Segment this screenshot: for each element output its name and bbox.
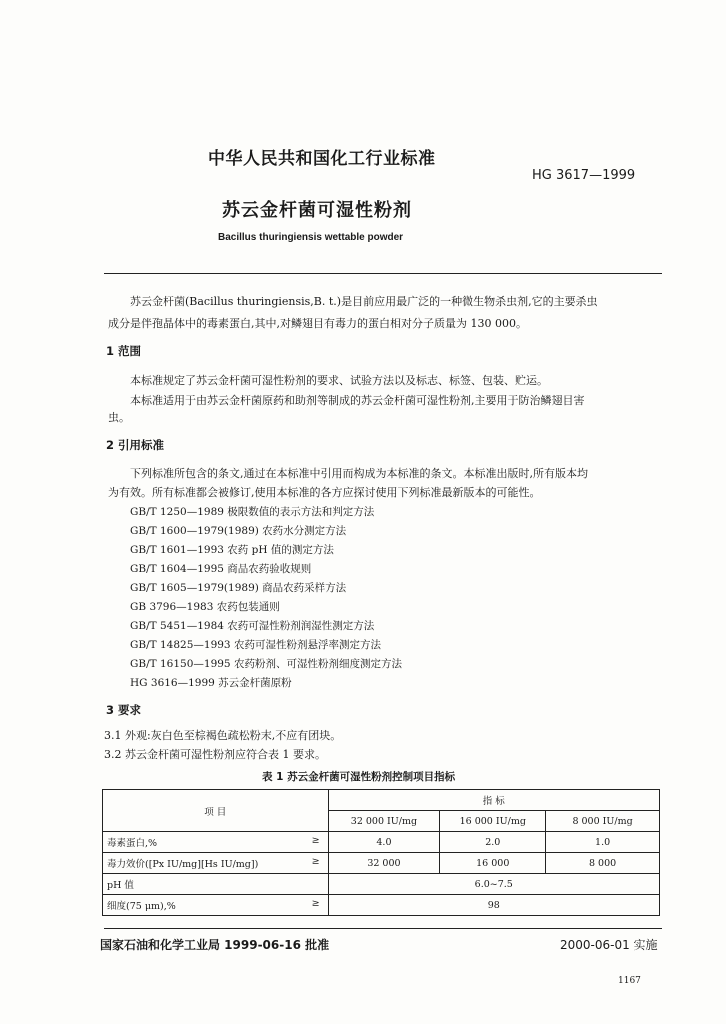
row-label-cell <box>103 832 329 853</box>
row-label: 毒素蛋白,% <box>107 838 158 849</box>
table-cell: 16 000 <box>440 853 546 874</box>
header-rule <box>104 273 662 274</box>
intro-line-2: 成分是伴孢晶体中的毒素蛋白,其中,对鳞翅目有毒力的蛋白相对分子质量为 130 000。 <box>108 317 527 330</box>
standard-code: HG 3617—1999 <box>532 168 636 183</box>
row-label: 毒力效价([Px IU/mg][Hs IU/mg]) <box>107 859 259 870</box>
reference-item: GB/T 1250—1989 极限数值的表示方法和判定方法 <box>130 506 375 518</box>
section-1-paragraph-1: 本标准规定了苏云金杆菌可湿性粉剂的要求、试验方法以及标志、标签、包装、贮运。 <box>130 374 548 387</box>
row-label-cell <box>103 895 329 916</box>
intro-line-1: 苏云金杆菌(Bacillus thuringiensis,B. t.)是目前应用最广泛的一种微生物杀虫剂,它的主要杀虫 <box>130 295 598 308</box>
table-cell: 32 000 <box>328 853 440 874</box>
section-1-paragraph-2-line-2: 虫。 <box>108 411 130 424</box>
reference-item: GB 3796—1983 农药包装通则 <box>130 601 280 613</box>
table-row <box>103 895 660 916</box>
reference-item: GB/T 1601—1993 农药 pH 值的测定方法 <box>130 544 334 556</box>
grade-header: 8 000 IU/mg <box>546 811 660 832</box>
standard-title: 中华人民共和国化工行业标准 <box>208 149 436 169</box>
table-cell: 4.0 <box>328 832 440 853</box>
table-caption: 表 1 苏云金杆菌可湿性粉剂控制项目指标 <box>262 771 456 783</box>
ph-label: pH 值 <box>103 874 329 895</box>
item-column-header: 项 目 <box>103 790 329 832</box>
section-1-paragraph-2-line-1: 本标准适用于由苏云金杆菌原药和助剂等制成的苏云金杆菌可湿性粉剂,主要用于防治鳞翅目害 <box>130 394 585 407</box>
implementation-date: 2000-06-01 实施 <box>560 938 658 952</box>
section-3-heading: 3 要求 <box>106 703 142 717</box>
spec-table <box>102 789 660 916</box>
table-row <box>103 874 660 895</box>
comparison-operator: ≥ <box>311 856 320 867</box>
grade-header: 16 000 IU/mg <box>440 811 546 832</box>
index-column-header: 指 标 <box>328 790 659 811</box>
fineness-label: 细度(75 μm),% <box>107 901 176 912</box>
table-cell: 1.0 <box>546 832 660 853</box>
table-row <box>103 832 660 853</box>
table-row <box>103 853 660 874</box>
table-header-row <box>103 790 660 811</box>
reference-item: GB/T 16150—1995 农药粉剂、可湿性粉剂细度测定方法 <box>130 658 402 670</box>
approval-note: 国家石油和化学工业局 1999-06-16 批准 <box>100 938 330 952</box>
row-label-cell <box>103 853 329 874</box>
reference-item: GB/T 1600—1979(1989) 农药水分测定方法 <box>130 525 347 537</box>
reference-item: HG 3616—1999 苏云金杆菌原粉 <box>130 677 292 689</box>
table-cell: 2.0 <box>440 832 546 853</box>
section-2-paragraph-line-2: 为有效。所有标准都会被修订,使用本标准的各方应探讨使用下列标准最新版本的可能性。 <box>108 486 541 499</box>
section-2-heading: 2 引用标准 <box>106 438 165 452</box>
page-number: 1167 <box>618 976 641 986</box>
requirement-3-1: 3.1 外观:灰白色至棕褐色疏松粉末,不应有团块。 <box>104 729 342 742</box>
reference-item: GB/T 1604—1995 商品农药验收规则 <box>130 563 312 575</box>
reference-item: GB/T 5451—1984 农药可湿性粉剂润湿性测定方法 <box>130 620 375 632</box>
reference-item: GB/T 14825—1993 农药可湿性粉剂悬浮率测定方法 <box>130 639 381 651</box>
fineness-value: 98 <box>328 895 659 916</box>
requirement-3-2: 3.2 苏云金杆菌可湿性粉剂应符合表 1 要求。 <box>104 748 326 761</box>
comparison-operator: ≥ <box>311 835 320 846</box>
ph-value: 6.0~7.5 <box>328 874 659 895</box>
grade-header: 32 000 IU/mg <box>328 811 440 832</box>
reference-item: GB/T 1605—1979(1989) 商品农药采样方法 <box>130 582 347 594</box>
document-subtitle: Bacillus thuringiensis wettable powder <box>218 232 404 243</box>
document-title: 苏云金杆菌可湿性粉剂 <box>222 200 412 221</box>
section-2-paragraph-line-1: 下列标准所包含的条文,通过在本标准中引用而构成为本标准的条文。本标准出版时,所有版本均 <box>130 467 588 480</box>
table-cell: 8 000 <box>546 853 660 874</box>
comparison-operator: ≥ <box>311 898 320 909</box>
section-1-heading: 1 范围 <box>106 344 142 358</box>
footer-rule <box>104 928 662 929</box>
